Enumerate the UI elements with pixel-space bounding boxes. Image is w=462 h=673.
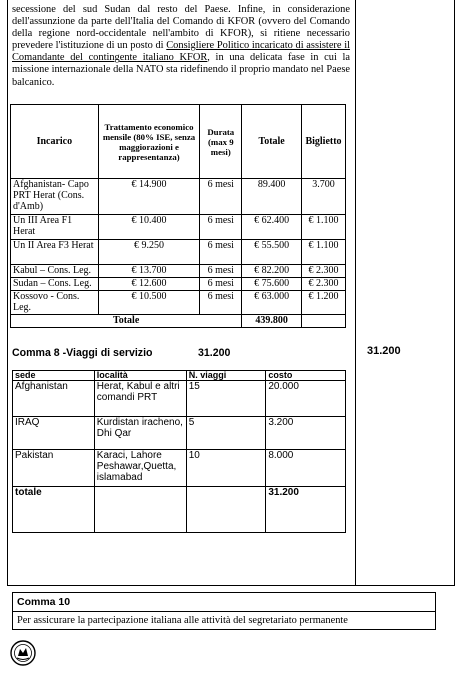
cell-viaggi: 10 <box>186 450 266 487</box>
total-empty <box>186 487 266 533</box>
cell-durata: 6 mesi <box>200 278 242 291</box>
comma10-divider <box>13 611 435 612</box>
cell-incarico: Kabul – Cons. Leg. <box>11 265 99 278</box>
table-row <box>13 450 346 487</box>
table-row <box>13 381 346 417</box>
cell-localita: Karaci, Lahore Peshawar,Quetta, islamabad <box>94 450 186 487</box>
header-durata: Durata (max 9 mesi) <box>200 105 242 179</box>
comma10-title: Comma 10 <box>17 596 71 608</box>
total-empty <box>301 315 345 328</box>
table-row <box>11 179 346 215</box>
cell-totale: 89.400 <box>242 179 302 215</box>
viaggi-table <box>12 370 346 533</box>
table-row <box>13 417 346 450</box>
cell-viaggi: 5 <box>186 417 266 450</box>
right-border <box>454 0 455 586</box>
cell-biglietto: € 2.300 <box>301 278 345 291</box>
emblem-stamp-icon <box>10 640 36 666</box>
total-value: 31.200 <box>266 487 346 533</box>
intro-text-b: , in una delicata fase in cui la missione internazionale della NATO sta ridefinendo il proprio mandato nel Paese balcanico. <box>12 52 351 88</box>
cell-incarico: Un II Area F3 Herat <box>11 240 99 265</box>
cell-totale: € 55.500 <box>242 240 302 265</box>
total-label: totale <box>13 487 95 533</box>
cell-biglietto: € 1.100 <box>301 240 345 265</box>
total-empty <box>94 487 186 533</box>
table-row <box>11 215 346 240</box>
header-incarico: Incarico <box>11 105 99 179</box>
table-row <box>11 240 346 265</box>
cell-totale: € 75.600 <box>242 278 302 291</box>
incarichi-table <box>10 104 346 328</box>
header-localita: località <box>94 371 186 381</box>
cell-trattamento: € 13.700 <box>98 265 200 278</box>
cell-durata: 6 mesi <box>200 240 242 265</box>
cell-durata: 6 mesi <box>200 265 242 278</box>
cell-sede: Pakistan <box>13 450 95 487</box>
table-row <box>11 265 346 278</box>
cell-localita: Herat, Kabul e altri comandi PRT <box>94 381 186 417</box>
header-biglietto: Biglietto <box>301 105 345 179</box>
cell-biglietto: € 1.200 <box>301 291 345 315</box>
cell-trattamento: € 9.250 <box>98 240 200 265</box>
cell-biglietto: € 2.300 <box>301 265 345 278</box>
column-divider <box>355 0 356 586</box>
cell-durata: 6 mesi <box>200 179 242 215</box>
table-total-row <box>13 487 346 533</box>
cell-biglietto: 3.700 <box>301 179 345 215</box>
header-costo: costo <box>266 371 346 381</box>
total-label: Totale <box>11 315 242 328</box>
header-viaggi: N. viaggi <box>186 371 266 381</box>
cell-durata: 6 mesi <box>200 215 242 240</box>
header-sede: sede <box>13 371 95 381</box>
intro-paragraph <box>12 4 350 89</box>
cell-costo: 20.000 <box>266 381 346 417</box>
comma10-box <box>12 592 436 630</box>
cell-sede: IRAQ <box>13 417 95 450</box>
table-total-row <box>11 315 346 328</box>
cell-costo: 8.000 <box>266 450 346 487</box>
cell-viaggi: 15 <box>186 381 266 417</box>
header-totale: Totale <box>242 105 302 179</box>
comma8-title: Comma 8 -Viaggi di servizio <box>12 347 153 359</box>
section-bottom-line <box>7 585 455 586</box>
cell-totale: € 62.400 <box>242 215 302 240</box>
total-value: 439.800 <box>242 315 302 328</box>
cell-totale: € 63.000 <box>242 291 302 315</box>
cell-costo: 3.200 <box>266 417 346 450</box>
cell-totale: € 82.200 <box>242 265 302 278</box>
side-column-amount: 31.200 <box>367 345 401 357</box>
cell-trattamento: € 12.600 <box>98 278 200 291</box>
cell-biglietto: € 1.100 <box>301 215 345 240</box>
intro-underlined-text: Consigliere Politico incaricato di assistere il Comandante del contingente italiano KFOR <box>12 40 350 64</box>
cell-incarico: Kossovo - Cons. Leg. <box>11 291 99 315</box>
cell-sede: Afghanistan <box>13 381 95 417</box>
cell-durata: 6 mesi <box>200 291 242 315</box>
cell-incarico: Afghanistan- Capo PRT Herat (Cons. d'Amb) <box>11 179 99 215</box>
left-border <box>7 0 8 586</box>
comma8-amount: 31.200 <box>198 347 231 359</box>
intro-text-a: secessione del sud Sudan dal resto del Paese. Infine, in considerazione dell'assunzione da parte dell'Italia del Comando di KFOR (ovvero del Comando della regione nord-occidentale nell'ambito di KFOR), si ritiene necessario prevedere l'istituzione di un posto di <box>12 4 350 52</box>
header-trattamento: Trattamento economico mensile (80% ISE, senza maggiorazioni e rappresentanza) <box>98 105 200 179</box>
comma8-heading <box>12 347 231 359</box>
cell-trattamento: € 10.400 <box>98 215 200 240</box>
cell-incarico: Un III Area F1 Herat <box>11 215 99 240</box>
cell-trattamento: € 14.900 <box>98 179 200 215</box>
cell-incarico: Sudan – Cons. Leg. <box>11 278 99 291</box>
comma10-text: Per assicurare la partecipazione italiana alle attività del segretariato permanente <box>17 615 348 626</box>
table-row <box>11 291 346 315</box>
cell-trattamento: € 10.500 <box>98 291 200 315</box>
cell-localita: Kurdistan iracheno, Dhi Qar <box>94 417 186 450</box>
table-row <box>11 278 346 291</box>
